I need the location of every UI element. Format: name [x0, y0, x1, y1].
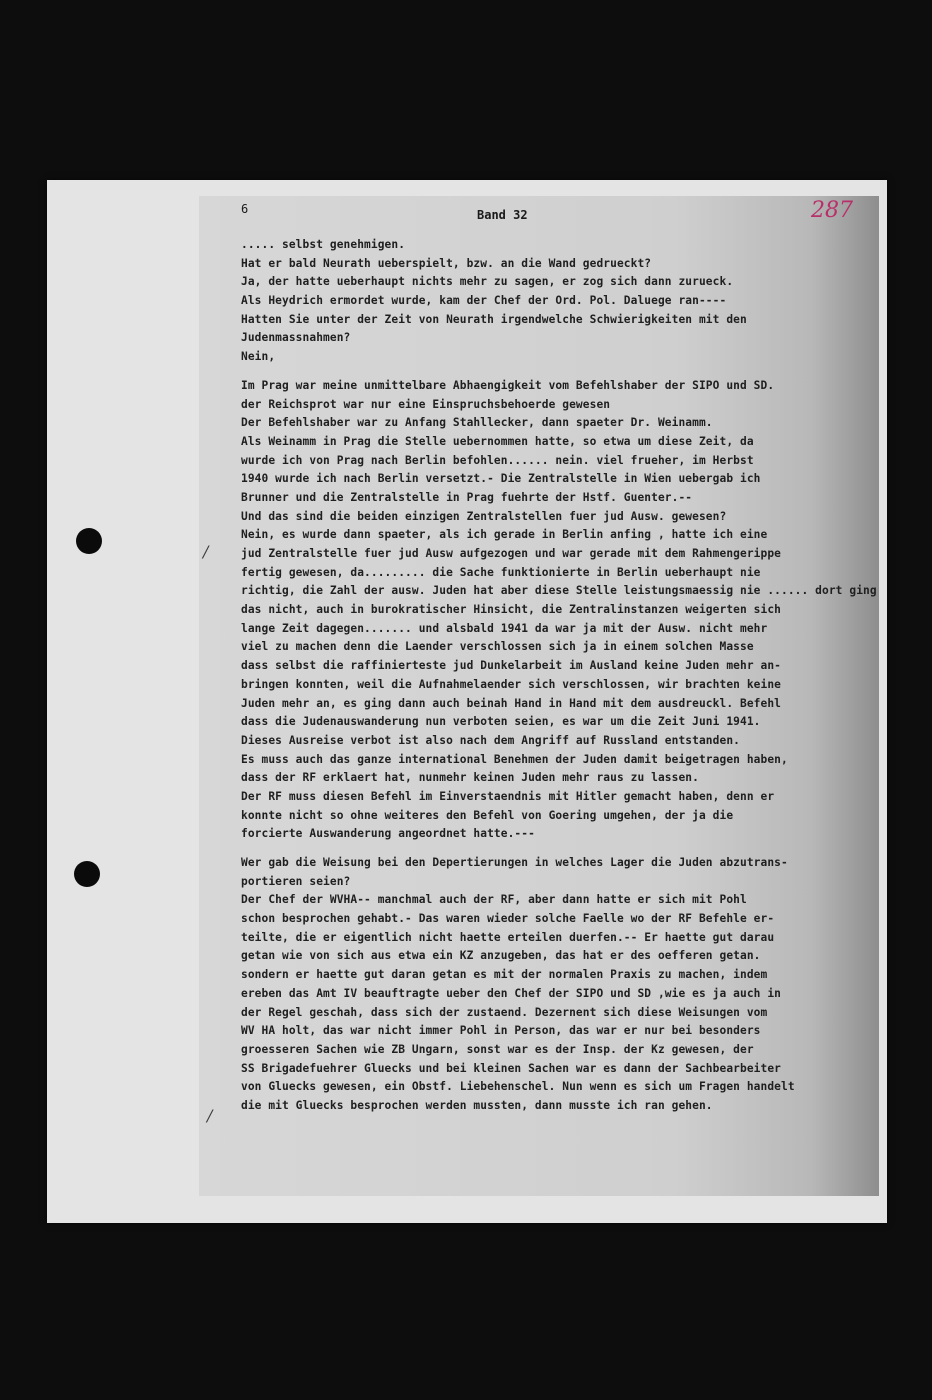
text-line: Im Prag war meine unmittelbare Abhaengigkeit vom Befehlshaber der SIPO und SD.: [241, 378, 775, 392]
text-line: lange Zeit dagegen....... und alsbald 1941 da war ja mit der Ausw. nicht mehr: [241, 621, 768, 635]
text-line: Der RF muss diesen Befehl im Einverstaendnis mit Hitler gemacht haben, denn er: [241, 789, 775, 803]
text-line: SS Brigadefuehrer Gluecks und bei kleinen Sachen war es dann der Sachbearbeiter: [241, 1061, 781, 1075]
text-line: Nein, es wurde dann spaeter, als ich gerade in Berlin anfing , hatte ich eine: [241, 528, 768, 542]
text-line: Juden mehr an, es ging dann auch beinah Hand in Hand mit dem ausdreuckl. Befehl: [241, 696, 781, 710]
margin-mark-lower: /: [207, 1106, 213, 1125]
text-line: ereben das Amt IV beauftragte ueber den Chef der SIPO und SD ,wie es ja auch in: [241, 986, 781, 1000]
text-line: schon besprochen gehabt.- Das waren wieder solche Faelle wo der RF Befehle er-: [241, 912, 775, 926]
text-line: Dieses Ausreise verbot ist also nach dem Angriff auf Russland entstanden.: [241, 733, 740, 747]
text-line: Wer gab die Weisung bei den Depertierungen in welches Lager die Juden abzutrans-: [241, 856, 788, 869]
text-line: Nein,: [241, 350, 276, 364]
typed-sheet: [199, 196, 879, 1196]
text-line: Brunner und die Zentralstelle in Prag fuehrte der Hstf. Guenter.--: [241, 490, 693, 504]
text-line: Der Chef der WVHA-- manchmal auch der RF, aber dann hatte er sich mit Pohl: [241, 893, 747, 907]
text-line: dass die Judenauswanderung nun verboten seien, es war um die Zeit Juni 1941.: [241, 715, 761, 729]
text-line: Hatten Sie unter der Zeit von Neurath irgendwelche Schwierigkeiten mit den: [241, 312, 747, 326]
text-line: das nicht, auch in burokratischer Hinsicht, die Zentralinstanzen weigerten sich: [241, 603, 781, 617]
text-line: Und das sind die beiden einzigen Zentralstellen fuer jud Ausw. gewesen?: [241, 509, 727, 523]
text-line: 1940 wurde ich nach Berlin versetzt.- Die Zentralstelle in Wien uebergab ich: [241, 472, 761, 486]
text-line: Als Heydrich ermordet wurde, kam der Chef der Ord. Pol. Daluege ran----: [241, 294, 727, 308]
text-line: dass der RF erklaert hat, nunmehr keinen Juden mehr raus zu lassen.: [241, 771, 699, 785]
text-line: getan wie von sich aus etwa ein KZ anzugeben, das hat er des oefferen getan.: [241, 949, 761, 963]
text-line: forcierte Auswanderung angeordnet hatte.---: [241, 827, 535, 841]
text-line: richtig, die Zahl der ausw. Juden hat aber diese Stelle leistungsmaessig nie ...... dort ging: [241, 584, 877, 598]
text-line: Der Befehlshaber war zu Anfang Stahllecker, dann spaeter Dr. Weinamm.: [241, 416, 713, 430]
blank-line: [241, 367, 879, 377]
blank-line: [241, 844, 879, 854]
text-line: WV HA holt, das war nicht immer Pohl in Person, das war er nur bei besonders: [241, 1024, 761, 1038]
text-line: die mit Gluecks besprochen werden mussten, dann musste ich ran gehen.: [241, 1098, 713, 1112]
text-line: ..... selbst genehmigen.: [241, 238, 406, 251]
text-line: Hat er bald Neurath ueberspielt, bzw. an die Wand gedrueckt?: [241, 256, 652, 270]
text-line: jud Zentralstelle fuer jud Ausw aufgezogen und war gerade mit dem Rahmengerippe: [241, 547, 781, 560]
text-line: bringen konnten, weil die Aufnahmelaender sich verschlossen, wir brachten keine: [241, 677, 781, 691]
text-line: groesseren Sachen wie ZB Ungarn, sonst war es der Insp. der Kz gewesen, der: [241, 1042, 754, 1056]
text-line: portieren seien?: [241, 874, 351, 888]
text-line: fertig gewesen, da......... die Sache funktionierte in Berlin ueberhaupt nie: [241, 565, 761, 579]
volume-label: Band 32: [477, 208, 528, 222]
page-number: 6: [241, 202, 249, 216]
text-line: dass selbst die raffinierteste jud Dunkelarbeit im Ausland keine Juden mehr an-: [241, 659, 781, 673]
punch-hole-bottom: [74, 861, 100, 887]
page-header: [199, 196, 879, 224]
typed-text-body: [241, 236, 879, 1116]
text-line: Es muss auch das ganze international Benehmen der Juden damit beigetragen haben,: [241, 752, 788, 766]
text-line: wurde ich von Prag nach Berlin befohlen...... nein. viel frueher, im Herbst: [241, 453, 754, 467]
text-line: Als Weinamm in Prag die Stelle uebernommen hatte, so etwa um diese Zeit, da: [241, 434, 754, 448]
document-page: [47, 180, 887, 1223]
handwritten-folio: 287: [811, 198, 853, 223]
margin-mark-upper: /: [203, 542, 209, 561]
punch-hole-top: [76, 528, 102, 554]
text-line: viel zu machen denn die Laender verschlossen sich ja in einem solchen Masse: [241, 640, 754, 654]
text-line: Judenmassnahmen?: [241, 331, 351, 345]
text-line: konnte nicht so ohne weiteres den Befehl von Goering umgehen, der ja die: [241, 808, 734, 822]
text-line: Ja, der hatte ueberhaupt nichts mehr zu sagen, er zog sich dann zurueck.: [241, 275, 734, 289]
text-line: der Regel geschah, dass sich der zustaend. Dezernent sich diese Weisungen vom: [241, 1005, 768, 1019]
text-line: sondern er haette gut daran getan es mit der normalen Praxis zu machen, indem: [241, 968, 768, 982]
text-line: von Gluecks gewesen, ein Obstf. Liebehenschel. Nun wenn es sich um Fragen handelt: [241, 1080, 795, 1094]
text-line: der Reichsprot war nur eine Einspruchsbehoerde gewesen: [241, 397, 611, 411]
text-line: teilte, die er eigentlich nicht haette erteilen duerfen.-- Er haette gut darau: [241, 930, 775, 944]
